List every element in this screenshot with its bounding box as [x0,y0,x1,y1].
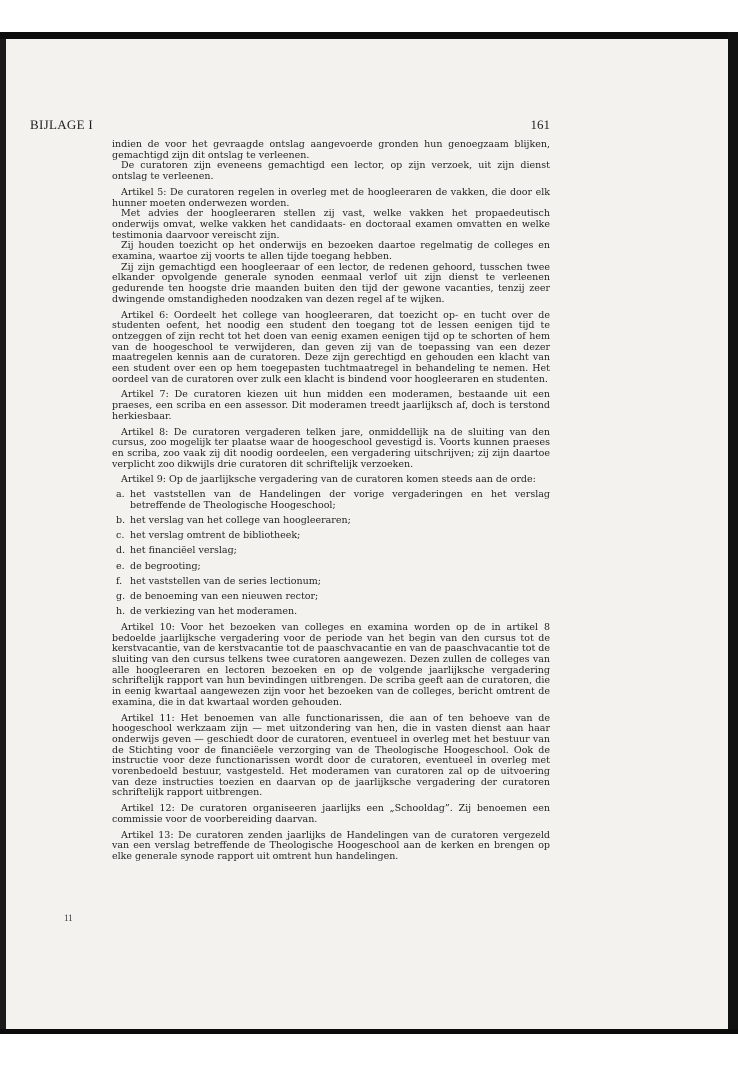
paragraph-artikel-6: Artikel 6: Oordeelt het college van hoogleeraren, dat toezicht op- en tucht over de studenten oefent, het noodig een student den toegang tot de lessen eenigen tijd te ontzeggen of zijn recht tot het doen van eenig examen eenigen tijd op te schorten of hem van de hoogeschool te verwijderen, dan geven zij van de toepassing van een dezer maatregelen kennis aan de curatoren. Deze zijn gerechtigd en gehouden een klacht van een student over een op hem toegepasten tuchtmaatregel in behandeling te nemen. Het oordeel van de curatoren over zulk een klacht is bindend voor hoogleeraren en studenten. [112,309,550,385]
paragraph-artikel-9: Artikel 9: Op de jaarlijksche vergadering van de curatoren komen steeds aan de orde: [121,474,536,486]
list-item-text: de benoeming van een nieuwen rector; [130,591,319,603]
list-item [112,577,550,588]
paragraph-artikel-10: Artikel 10: Voor het bezoeken van colleges en examina worden op de in artikel 8 bedoelde jaarlijksche vergadering voor de periode van het begin van den cursus tot de kerstvacantie, van de kerstvacantie tot de paaschvacantie en van de paaschvacantie tot de sluiting van den cursus telkens twee curatoren aangewezen. Dezen zullen de colleges van alle hoogleeraren en lectoren bezoeken en op de volgende jaarlijksche vergadering schriftelijk rapport van hun bevindingen uitbrengen. De scriba geeft aan de curatoren, die in eenig kwartaal aangewezen zijn voor het bezoeken van de colleges, bericht omtrent de examina, die in dat kwartaal worden gehouden. [112,621,550,708]
paragraph-artikel-11: Artikel 11: Het benoemen van alle functionarissen, die aan of ten behoeve van de hoogeschool werkzaam zijn — met uitzondering van hen, die in vasten dienst aan haar onderwijs geven — geschiedt door de curatoren, eventueel in overleg met het bestuur van de Stichting voor de financiëele verzorging van de Theologische Hoogeschool. Ook de instructie voor deze functionarissen wordt door de curatoren, eventueel in overleg met vorenbedoeld bestuur, vastgesteld. Het moderamen van curatoren zal op de uitvoering van deze instructies toezien en daarvan op de jaarlijksche vergadering der curatoren schriftelijk rapport uitbrengen. [112,712,550,799]
paragraph-artikel-13: Artikel 13: De curatoren zenden jaarlijks de Handelingen van de curatoren vergezeld van een verslag betreffende de Theologische Hoogeschool aan de kerken en brengen op elke generale synode rapport uit omtrent hun handelingen. [112,829,550,862]
list-marker: f. [116,575,123,587]
list-marker: g. [116,591,126,603]
page-number: 161 [530,117,550,132]
paragraph-artikel-12: Artikel 12: De curatoren organiseeren jaarlijks een „Schooldag”. Zij benoemen een commissie voor de voorbereiding daarvan. [112,803,550,825]
list-item [112,607,550,618]
paragraph: Met advies der hoogleeraren stellen zij vast, welke vakken het propaedeutisch onderwijs omvat, welke vakken het candidaats- en doctoraal examen omvatten en welke testimonia daarvoor vereischt zijn. [112,208,550,241]
list-item-text: de begrooting; [130,560,201,572]
paragraph-artikel-7: Artikel 7: De curatoren kiezen uit hun midden een moderamen, bestaande uit een praeses, een scriba en een assessor. Dit moderamen treedt jaarlijksch af, doch is terstond herkiesbaar. [112,389,550,422]
paragraph-artikel-8: Artikel 8: De curatoren vergaderen telken jare, onmiddellijk na de sluiting van den cursus, zoo mogelijk ter plaatse waar de hoogeschool gevestigd is. Voorts kunnen praeses en scriba, zoo vaak zij dit noodig oordeelen, een vergadering uitschrijven; zij zijn daartoe verplicht zoo dikwijls drie curatoren dit schriftelijk verzoeken. [112,426,550,470]
paragraph: Zij houden toezicht op het onderwijs en bezoeken daartoe regelmatig de colleges en examina, waartoe zij voorts te allen tijde toegang hebben. [112,240,550,263]
list-marker: b. [116,515,126,526]
list-marker: h. [116,606,126,618]
paragraph: De curatoren zijn eveneens gemachtigd een lector, op zijn verzoek, uit zijn dienst ontslag te verleenen. [112,160,550,183]
scan-border-bottom [0,1029,738,1034]
paragraph: indien de voor het gevraagde ontslag aangevoerde gronden hun genoegzaam blijken, gemachtigd zijn dit ontslag te verleenen. [112,139,550,161]
body-text [112,140,550,863]
paragraph-artikel-5: Artikel 5: De curatoren regelen in overleg met de hoogleeraren de vakken, die door elk hunner moeten onderwezen worden. [112,186,550,209]
list-item-text: het financiëel verslag; [130,545,237,557]
scan-border-top [0,32,738,39]
list-item [112,546,550,557]
list-item [112,516,550,527]
list-marker: d. [116,545,126,557]
list-item-text: het verslag omtrent de bibliotheek; [130,530,301,542]
paragraph: Zij zijn gemachtigd een hoogleeraar of een lector, de redenen gehoord, tusschen twee elkander opvolgende generale synoden eenmaal verlof uit zijn dienst te verleenen gedurende ten hoogste drie maanden buiten den tijd der gewone vacanties, tenzij zeer dwingende omstandigheden noodzaken van dezen regel af te wijken. [112,261,550,305]
signature-mark: 11 [64,913,73,923]
list-item-text: het vaststellen van de series lectionum; [130,575,321,587]
list-item [112,490,550,511]
list-item [112,531,550,542]
list-marker: e. [116,560,125,572]
list-item-text: het verslag van het college van hoogleeraren; [130,515,351,526]
list-item [112,592,550,603]
list-marker: c. [116,530,125,542]
scan-border-right [728,32,738,1034]
list-item-text: de verkiezing van het moderamen. [130,606,298,618]
section-title: BIJLAGE I [30,117,93,132]
agenda-list [112,490,550,618]
list-item [112,562,550,573]
list-marker: a. [116,489,125,501]
list-item-text: het vaststellen van de Handelingen der vorige vergaderingen en het verslag betreffende de Theologische Hoogeschool; [130,489,550,511]
